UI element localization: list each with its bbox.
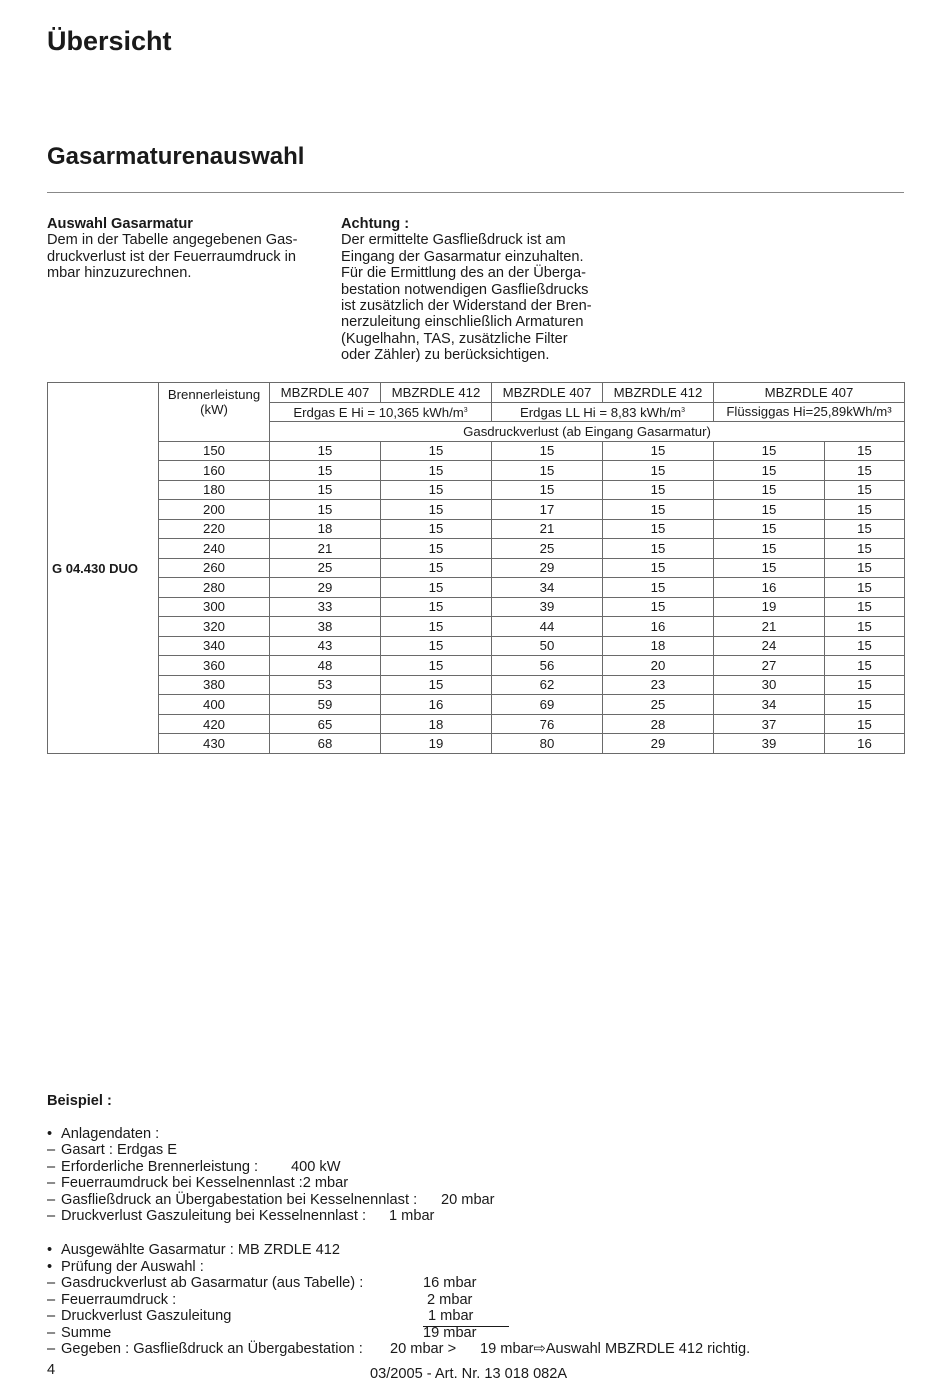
pressure-loss-cell: 44 — [492, 617, 603, 637]
pressure-loss-cell: 15 — [270, 480, 381, 500]
pressure-loss-cell: 15 — [825, 617, 905, 637]
intro-warning-line: oder Zähler) zu berücksichtigen. — [341, 347, 550, 364]
pressure-loss-cell: 15 — [825, 500, 905, 520]
pressure-loss-cell: 15 — [381, 480, 492, 500]
example-line-text: Gegeben : Gasfließdruck an Übergabestation : — [61, 1341, 363, 1357]
pressure-loss-cell: 53 — [270, 675, 381, 695]
pressure-loss-cell: 15 — [492, 480, 603, 500]
capacity-cell: 360 — [159, 656, 270, 676]
capacity-cell: 150 — [159, 441, 270, 461]
pressure-loss-cell: 15 — [603, 578, 714, 598]
pressure-loss-cell: 15 — [825, 636, 905, 656]
pressure-loss-cell: 18 — [270, 519, 381, 539]
page-number: 4 — [47, 1362, 56, 1378]
example-line-text: Feuerraumdruck : — [61, 1292, 177, 1308]
pressure-loss-header: Gasdruckverlust (ab Eingang Gasarmatur) — [270, 422, 905, 442]
intro-selection-line: druckverlust ist der Feuerraumdruck in — [47, 248, 296, 265]
pressure-loss-cell: 15 — [714, 500, 825, 520]
capacity-cell: 300 — [159, 597, 270, 617]
pressure-loss-cell: 48 — [270, 656, 381, 676]
pressure-loss-cell: 34 — [492, 578, 603, 598]
capacity-cell: 260 — [159, 558, 270, 578]
pressure-loss-cell: 56 — [492, 656, 603, 676]
pressure-loss-cell: 15 — [381, 558, 492, 578]
pressure-loss-cell: 43 — [270, 636, 381, 656]
pressure-loss-cell: 15 — [825, 480, 905, 500]
pressure-loss-cell: 30 — [714, 675, 825, 695]
pressure-loss-cell: 15 — [603, 519, 714, 539]
dash-icon: – — [47, 1159, 56, 1175]
example-line-text: Erforderliche Brennerleistung : — [61, 1159, 259, 1175]
pressure-loss-cell: 69 — [492, 695, 603, 715]
capacity-cell: 420 — [159, 714, 270, 734]
pressure-loss-cell: 15 — [381, 597, 492, 617]
bullet-icon: • — [47, 1126, 53, 1142]
pressure-loss-cell: 27 — [714, 656, 825, 676]
pressure-loss-cell: 15 — [825, 558, 905, 578]
sum-underline — [423, 1326, 509, 1327]
pressure-loss-cell: 15 — [270, 461, 381, 481]
table-row — [48, 714, 905, 734]
table-row — [48, 480, 905, 500]
capacity-cell: 380 — [159, 675, 270, 695]
pressure-loss-cell: 15 — [714, 480, 825, 500]
pressure-loss-cell: 15 — [492, 441, 603, 461]
pressure-loss-cell: 39 — [492, 597, 603, 617]
section-title: Gasarmaturenauswahl — [47, 143, 305, 170]
footer-article-number: 03/2005 - Art. Nr. 13 018 082A — [370, 1366, 568, 1382]
pressure-loss-cell: 15 — [270, 500, 381, 520]
gas-type-header — [270, 402, 492, 422]
pressure-loss-cell: 62 — [492, 675, 603, 695]
pressure-loss-cell: 15 — [714, 441, 825, 461]
pressure-loss-cell: 15 — [381, 441, 492, 461]
pressure-loss-cell: 50 — [492, 636, 603, 656]
pressure-loss-cell: 15 — [270, 441, 381, 461]
example-line-text: Prüfung der Auswahl : — [61, 1259, 204, 1275]
pressure-loss-cell: 23 — [603, 675, 714, 695]
gas-type-label: Erdgas E Hi = 10,365 kWh/m — [293, 405, 464, 421]
pressure-loss-cell: 15 — [825, 578, 905, 598]
intro-warning-heading: Achtung : — [341, 216, 410, 232]
intro-selection-note — [47, 216, 322, 282]
capacity-cell: 240 — [159, 539, 270, 559]
example-line-text: Gasdruckverlust ab Gasarmatur (aus Tabelle) : — [61, 1275, 364, 1291]
table-row — [48, 519, 905, 539]
pressure-loss-cell: 25 — [603, 695, 714, 715]
bullet-icon: • — [47, 1259, 53, 1275]
gas-type-label: Erdgas LL Hi = 8,83 kWh/m — [519, 405, 682, 421]
pressure-loss-cell: 15 — [603, 480, 714, 500]
gas-type-sup: 3 — [463, 407, 468, 415]
example-line — [47, 1242, 340, 1259]
example-line-text: Summe — [61, 1325, 112, 1341]
pressure-loss-cell: 15 — [825, 597, 905, 617]
pressure-loss-cell: 25 — [270, 558, 381, 578]
example-line-value: 20 mbar — [441, 1192, 495, 1208]
pressure-loss-cell: 15 — [714, 539, 825, 559]
pressure-loss-cell: 15 — [603, 500, 714, 520]
example-line — [47, 1175, 348, 1192]
valve-model-header: MBZRDLE 407 — [714, 383, 905, 403]
example-line — [47, 1159, 258, 1176]
pressure-loss-cell: 29 — [603, 734, 714, 754]
example-line-value: 400 kW — [291, 1159, 341, 1175]
gas-type-sup: 3 — [681, 407, 686, 415]
bullet-icon: • — [47, 1242, 53, 1258]
example-line-text: Gasart : Erdgas E — [61, 1142, 177, 1158]
pressure-loss-cell: 15 — [381, 636, 492, 656]
example-line-value: 16 mbar — [423, 1275, 477, 1291]
dash-icon: – — [47, 1341, 56, 1357]
pressure-loss-cell: 15 — [714, 558, 825, 578]
pressure-loss-cell: 15 — [492, 461, 603, 481]
dash-icon: – — [47, 1208, 56, 1224]
example-line — [47, 1275, 363, 1292]
example-line-value: 1 mbar — [428, 1308, 474, 1324]
pressure-loss-cell: 33 — [270, 597, 381, 617]
dash-icon: – — [47, 1308, 56, 1324]
pressure-loss-cell: 29 — [270, 578, 381, 598]
valve-model-header: MBZRDLE 407 — [270, 383, 381, 403]
example-line — [47, 1341, 363, 1358]
section-divider — [47, 192, 904, 193]
example-line — [47, 1259, 204, 1276]
pressure-loss-cell: 17 — [492, 500, 603, 520]
pressure-loss-cell: 15 — [381, 500, 492, 520]
example-line — [47, 1126, 159, 1143]
pressure-loss-cell: 38 — [270, 617, 381, 637]
example-line-value: 2 mbar — [427, 1292, 473, 1308]
pressure-loss-cell: 16 — [825, 734, 905, 754]
pressure-loss-cell: 16 — [714, 578, 825, 598]
intro-selection-heading: Auswahl Gasarmatur — [47, 216, 193, 232]
pressure-loss-cell: 15 — [714, 519, 825, 539]
example-line — [47, 1192, 417, 1209]
valve-model-header: MBZRDLE 412 — [381, 383, 492, 403]
pressure-loss-cell: 15 — [825, 461, 905, 481]
pressure-loss-cell: 15 — [381, 617, 492, 637]
example-line-value: 1 mbar — [389, 1208, 435, 1224]
capacity-cell: 400 — [159, 695, 270, 715]
pressure-loss-cell: 80 — [492, 734, 603, 754]
capacity-cell: 200 — [159, 500, 270, 520]
pressure-loss-cell: 15 — [381, 675, 492, 695]
pressure-loss-cell: 15 — [603, 461, 714, 481]
pressure-loss-cell: 15 — [825, 695, 905, 715]
pressure-loss-cell: 15 — [825, 675, 905, 695]
pressure-loss-cell: 18 — [603, 636, 714, 656]
pressure-loss-cell: 15 — [825, 714, 905, 734]
pressure-loss-cell: 15 — [825, 441, 905, 461]
intro-selection-line: Dem in der Tabelle angegebenen Gas- — [47, 232, 298, 249]
pressure-loss-cell: 21 — [270, 539, 381, 559]
pressure-loss-cell: 15 — [825, 656, 905, 676]
capacity-cell: 180 — [159, 480, 270, 500]
intro-warning-line: Eingang der Gasarmatur einzuhalten. — [341, 248, 584, 265]
pressure-loss-cell: 25 — [492, 539, 603, 559]
pressure-loss-cell: 39 — [714, 734, 825, 754]
example-line — [47, 1142, 177, 1159]
pressure-loss-cell: 15 — [825, 539, 905, 559]
pressure-loss-cell: 28 — [603, 714, 714, 734]
example-conclusion: 19 mbar⇨Auswahl MBZRDLE 412 richtig. — [480, 1341, 751, 1357]
gas-valve-table — [47, 382, 905, 754]
intro-warning-line: Der ermittelte Gasfließdruck ist am — [341, 232, 566, 249]
example-line-text: Druckverlust Gaszuleitung — [61, 1308, 232, 1324]
dash-icon: – — [47, 1275, 56, 1291]
capacity-cell: 340 — [159, 636, 270, 656]
table-row — [48, 656, 905, 676]
capacity-cell: 430 — [159, 734, 270, 754]
example-line-text: Feuerraumdruck bei Kesselnennlast :2 mbar — [61, 1175, 349, 1191]
table-row — [48, 578, 905, 598]
pressure-loss-cell: 21 — [492, 519, 603, 539]
capacity-header: Brennerleistung (kW) — [159, 383, 270, 442]
pressure-loss-cell: 15 — [603, 441, 714, 461]
pressure-loss-cell: 18 — [381, 714, 492, 734]
pressure-loss-cell: 68 — [270, 734, 381, 754]
example-line-text: Anlagendaten : — [61, 1126, 160, 1142]
pressure-loss-cell: 20 — [603, 656, 714, 676]
intro-warning-line: (Kugelhahn, TAS, zusätzliche Filter — [341, 330, 568, 347]
intro-warning-note — [341, 216, 621, 364]
dash-icon: – — [47, 1292, 56, 1308]
gas-type-header — [492, 402, 714, 422]
dash-icon: – — [47, 1325, 56, 1341]
capacity-cell: 160 — [159, 461, 270, 481]
pressure-loss-cell: 16 — [381, 695, 492, 715]
table-row — [48, 734, 905, 754]
dash-icon: – — [47, 1142, 56, 1158]
intro-warning-line: Für die Ermittlung des an der Überga- — [341, 265, 586, 282]
example-line — [47, 1292, 176, 1309]
pressure-loss-cell: 16 — [603, 617, 714, 637]
valve-model-header: MBZRDLE 407 — [492, 383, 603, 403]
example-line — [47, 1308, 231, 1325]
dash-icon: – — [47, 1175, 56, 1191]
valve-model-header: MBZRDLE 412 — [603, 383, 714, 403]
pressure-loss-cell: 15 — [603, 558, 714, 578]
page-title: Übersicht — [47, 26, 172, 56]
pressure-loss-cell: 15 — [381, 519, 492, 539]
example-line-text: Ausgewählte Gasarmatur : MB ZRDLE 412 — [61, 1242, 341, 1258]
capacity-cell: 280 — [159, 578, 270, 598]
table-row — [48, 558, 905, 578]
example-line — [47, 1325, 111, 1342]
intro-warning-line: bestation notwendigen Gasfließdrucks — [341, 281, 589, 298]
gas-type-header — [714, 402, 905, 422]
pressure-loss-cell: 15 — [381, 656, 492, 676]
pressure-loss-cell: 19 — [381, 734, 492, 754]
table-row — [48, 636, 905, 656]
pressure-loss-cell: 37 — [714, 714, 825, 734]
pressure-loss-cell: 65 — [270, 714, 381, 734]
pressure-loss-cell: 76 — [492, 714, 603, 734]
intro-selection-line: mbar hinzuzurechnen. — [47, 265, 192, 282]
table-row — [48, 539, 905, 559]
table-row — [48, 461, 905, 481]
pressure-loss-cell: 21 — [714, 617, 825, 637]
burner-model-cell: G 04.430 DUO — [48, 383, 159, 754]
pressure-loss-cell: 29 — [492, 558, 603, 578]
pressure-loss-cell: 59 — [270, 695, 381, 715]
capacity-cell: 320 — [159, 617, 270, 637]
table-row — [48, 597, 905, 617]
example-line — [47, 1208, 366, 1225]
intro-warning-line: ist zusätzlich der Widerstand der Bren- — [341, 298, 592, 315]
table-row — [48, 617, 905, 637]
example-line-text: Druckverlust Gaszuleitung bei Kesselnennlast : — [61, 1208, 367, 1224]
pressure-loss-cell: 19 — [714, 597, 825, 617]
table-row — [48, 675, 905, 695]
intro-warning-line: nerzuleitung einschließlich Armaturen — [341, 314, 584, 331]
pressure-loss-cell: 15 — [381, 461, 492, 481]
example-line-text: Gasfließdruck an Übergabestation bei Kesselnennlast : — [61, 1192, 418, 1208]
pressure-loss-cell: 24 — [714, 636, 825, 656]
pressure-loss-cell: 34 — [714, 695, 825, 715]
pressure-loss-cell: 15 — [825, 519, 905, 539]
example-title: Beispiel : — [47, 1093, 112, 1109]
pressure-loss-cell: 15 — [381, 578, 492, 598]
gas-type-label: Flüssiggas Hi=25,89kWh/m³ — [726, 404, 892, 420]
capacity-cell: 220 — [159, 519, 270, 539]
table-row — [48, 441, 905, 461]
example-line-value: 19 mbar — [423, 1325, 477, 1341]
pressure-loss-cell: 15 — [603, 597, 714, 617]
dash-icon: – — [47, 1192, 56, 1208]
table-row — [48, 695, 905, 715]
pressure-loss-cell: 15 — [381, 539, 492, 559]
table-row — [48, 500, 905, 520]
pressure-loss-cell: 15 — [714, 461, 825, 481]
example-line-value: 20 mbar > — [390, 1341, 457, 1357]
pressure-loss-cell: 15 — [603, 539, 714, 559]
